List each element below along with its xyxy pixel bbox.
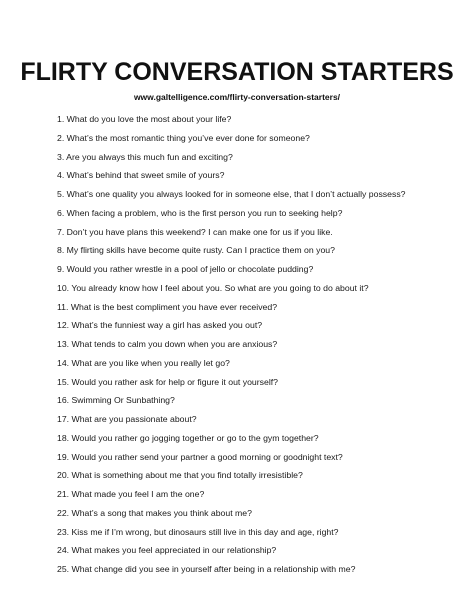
- list-item: 19. Would you rather send your partner a good morning or goodnight text?: [57, 451, 343, 462]
- list-item: 13. What tends to calm you down when you are anxious?: [57, 339, 278, 349]
- list-item: 22. What’s a song that makes you think about me?: [57, 507, 252, 518]
- list-item: 16. Swimming Or Sunbathing?: [57, 395, 175, 406]
- list-item: 2. What’s the most romantic thing you’ve ever done for someone?: [57, 132, 310, 143]
- list-item: 23. Kiss me if I’m wrong, but dinosaurs still live in this day and age, right?: [57, 526, 339, 537]
- question-list: [57, 110, 457, 579]
- list-item: 11. What is the best compliment you have ever received?: [57, 301, 278, 312]
- list-item: 1. What do you love the most about your life?: [57, 114, 232, 124]
- list-item: 8. My flirting skills have become quite rusty. Can I practice them on you?: [57, 245, 335, 256]
- list-item: 18. Would you rather go jogging together or go to the gym together?: [57, 432, 319, 443]
- list-item: 7. Don’t you have plans this weekend? I can make one for us if you like.: [57, 226, 333, 237]
- source-url: www.galtelligence.com/flirty-conversation-starters/: [133, 92, 341, 102]
- list-item: 6. When facing a problem, who is the first person you run to seeking help?: [57, 207, 343, 218]
- list-item: 14. What are you like when you really let go?: [57, 357, 230, 368]
- list-item: 21. What made you feel I am the one?: [57, 489, 205, 499]
- list-item: 25. What change did you see in yourself after being in a relationship with me?: [57, 564, 356, 574]
- list-item: 4. What’s behind that sweet smile of yours?: [57, 170, 225, 181]
- list-item: 12. What’s the funniest way a girl has asked you out?: [57, 320, 263, 331]
- list-item: 24. What makes you feel appreciated in our relationship?: [57, 545, 277, 556]
- page-title: FLIRTY CONVERSATION STARTERS: [20, 58, 454, 86]
- list-item: 3. Are you always this much fun and exciting?: [57, 151, 233, 162]
- list-item: 9. Would you rather wrestle in a pool of jello or chocolate pudding?: [57, 264, 314, 274]
- list-item: 15. Would you rather ask for help or figure it out yourself?: [57, 376, 279, 387]
- list-item: 17. What are you passionate about?: [57, 414, 197, 424]
- list-item: 10. You already know how I feel about you. So what are you going to do about it?: [57, 282, 369, 293]
- list-item: 20. What is something about me that you find totally irresistible?: [57, 470, 303, 481]
- list-item: 5. What’s one quality you always looked for in someone else, that I don’t actually possess?: [57, 189, 406, 199]
